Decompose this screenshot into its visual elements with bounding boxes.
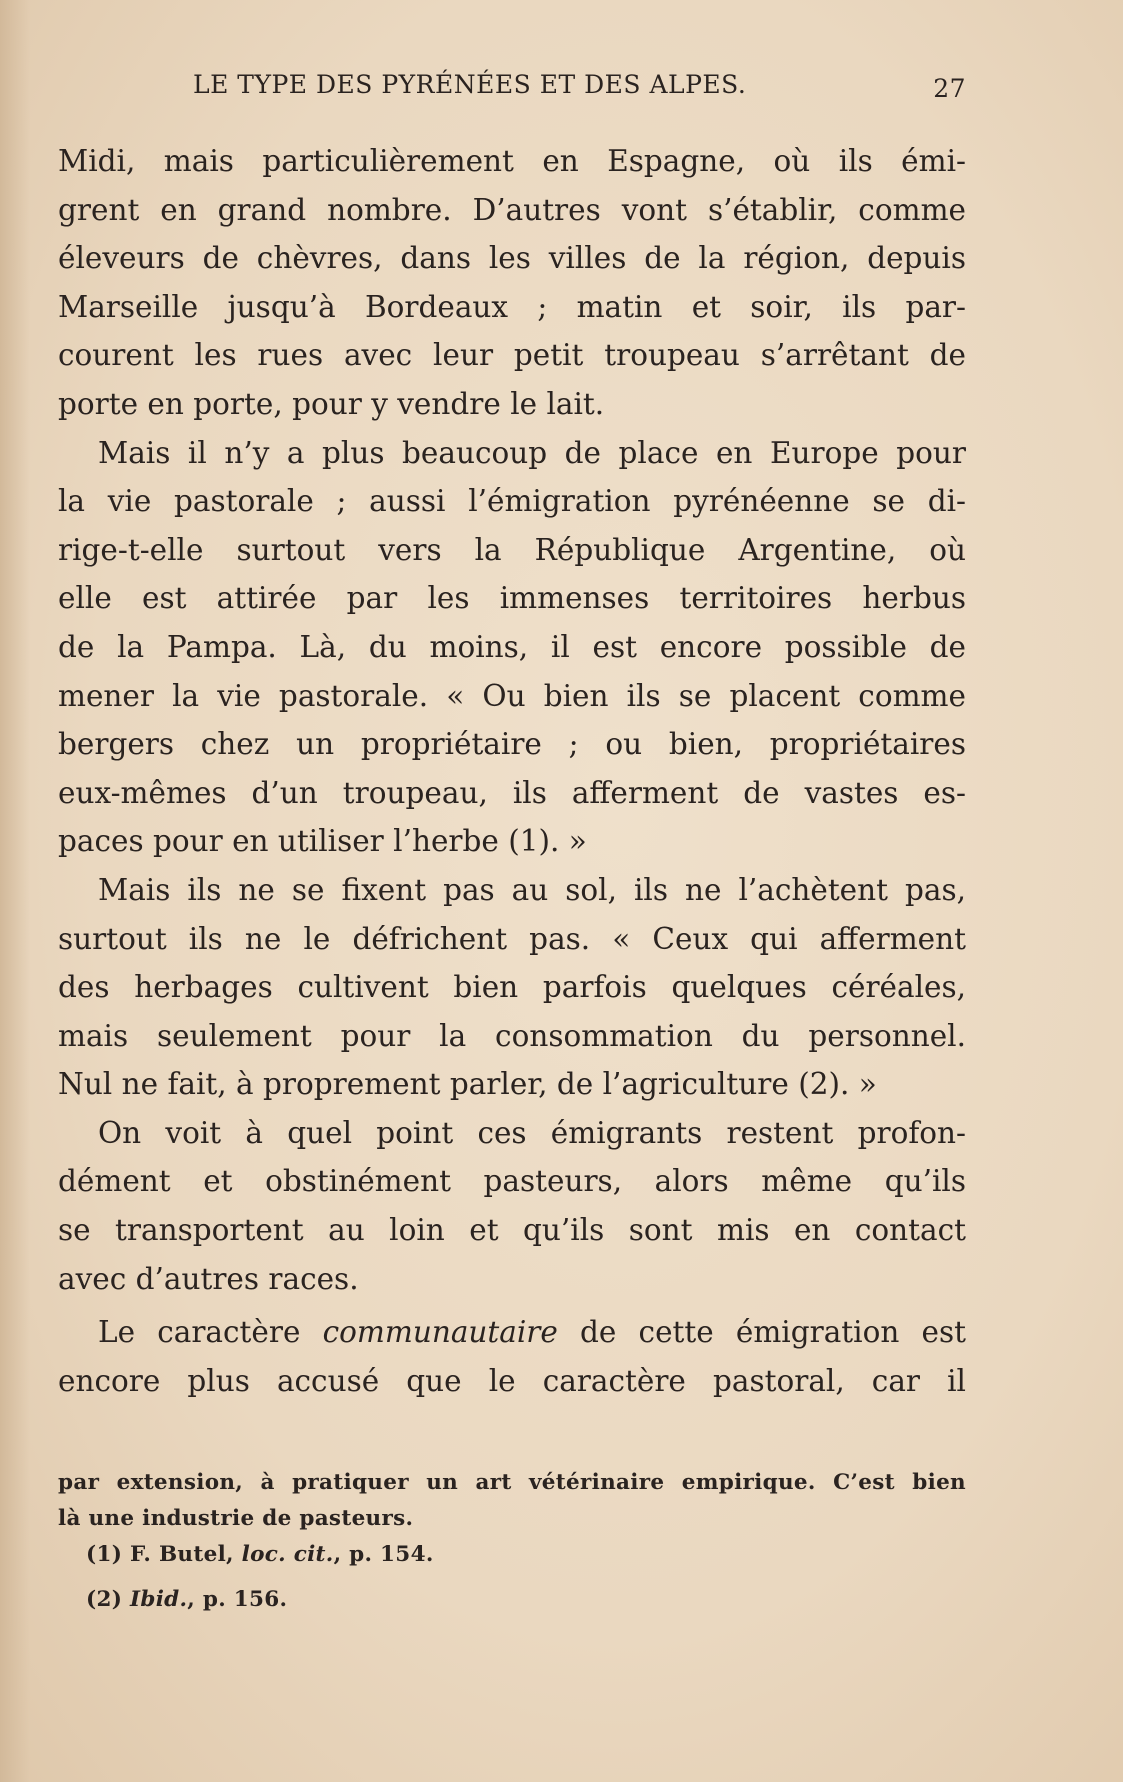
text-line: mais seulement pour la consommation du personnel. (58, 1018, 966, 1053)
text-line (58, 1308, 966, 1357)
text-line: Midi, mais particulièrement en Espagne, où ils émi- (58, 144, 966, 178)
footnote-text: , p. 154. (333, 1542, 434, 1567)
text-line: porte en porte, pour y vendre le lait. (58, 386, 605, 421)
italic-term: communautaire (322, 1315, 558, 1350)
text-line: Mais ils ne se fixent pas au sol, ils ne l’achètent pas, (98, 872, 966, 907)
text-line: de la Pampa. Là, du moins, il est encore possible de (58, 629, 966, 664)
text-line: encore plus accusé que le caractère pastoral, car il (58, 1363, 966, 1398)
footnote-text: (1) F. Butel, (86, 1542, 234, 1567)
footnote-text: , p. 156. (187, 1587, 288, 1612)
footnote-1 (58, 1537, 966, 1573)
footnote-continuation-line: là une industrie de pasteurs. (58, 1506, 414, 1531)
text-line: éleveurs de chèvres, dans les villes de la région, depuis (58, 241, 966, 276)
text-line: grent en grand nombre. D’autres vont s’établir, comme (58, 192, 966, 227)
page-number: 27 (933, 74, 966, 103)
footnote-2 (58, 1582, 966, 1618)
footnote-text: (2) (86, 1587, 123, 1612)
text-line: la vie pastorale ; aussi l’émigration pyrénéenne se di- (58, 484, 966, 519)
footnote-italic: Ibid. (130, 1587, 188, 1612)
text-line: On voit à quel point ces émigrants restent profon- (98, 1115, 966, 1150)
page-edge-shadow (0, 0, 30, 1782)
text-line: courent les rues avec leur petit troupeau s’arrêtant de (58, 338, 966, 373)
text-line: dément et obstinément pasteurs, alors même qu’ils (58, 1164, 966, 1199)
text-line: Marseille jusqu’à Bordeaux ; matin et soir, ils par- (58, 289, 966, 324)
page-header (58, 70, 966, 110)
footnote-italic: loc. cit. (241, 1542, 334, 1567)
text-line: rige-t-elle surtout vers la République Argentine, où (58, 532, 966, 567)
body-text (58, 137, 966, 1405)
text-line: bergers chez un propriétaire ; ou bien, propriétaires (58, 727, 966, 762)
text-line: se transportent au loin et qu’ils sont mis en contact (58, 1213, 966, 1248)
footnote-continuation-line: par extension, à pratiquer un art vétérinaire empirique. C’est bien (58, 1470, 966, 1495)
text-line: avec d’autres races. (58, 1261, 359, 1296)
text-run: de cette émigration est (580, 1315, 966, 1350)
text-line: Nul ne fait, à proprement parler, de l’agriculture (2). » (58, 1067, 877, 1102)
text-line: mener la vie pastorale. « Ou bien ils se placent comme (58, 678, 966, 713)
text-line: Mais il n’y a plus beaucoup de place en Europe pour (98, 435, 966, 470)
footnotes (58, 1465, 966, 1618)
text-line: des herbages cultivent bien parfois quelques céréales, (58, 970, 966, 1005)
text-run: Le caractère (98, 1315, 301, 1350)
running-head: LE TYPE DES PYRÉNÉES ET DES ALPES. (193, 70, 747, 99)
text-line: eux-mêmes d’un troupeau, ils afferment de vastes es- (58, 775, 966, 810)
text-line: paces pour en utiliser l’herbe (1). » (58, 824, 587, 859)
text-line: surtout ils ne le défrichent pas. « Ceux qui afferment (58, 921, 966, 956)
text-line: elle est attirée par les immenses territoires herbus (58, 581, 966, 616)
